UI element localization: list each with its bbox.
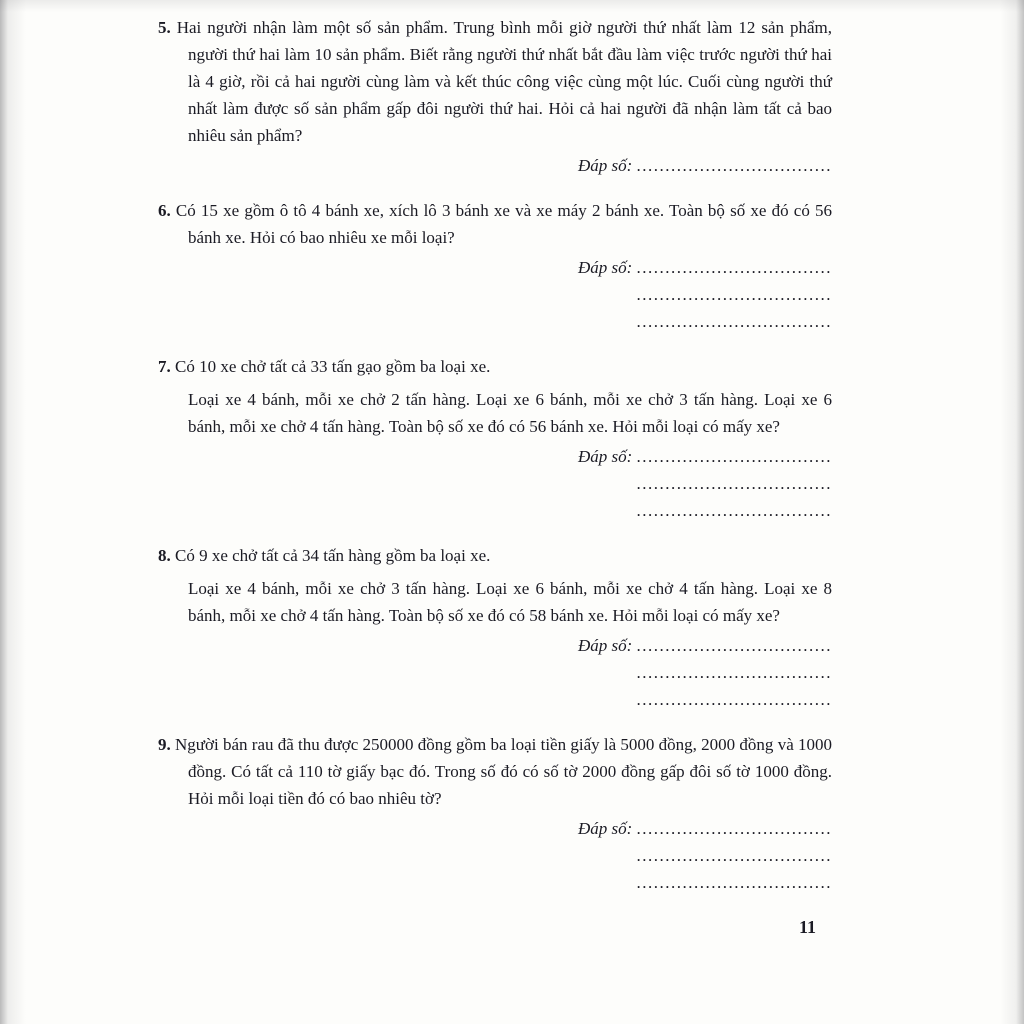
answer-dotted-blank: .................................. (636, 156, 832, 175)
answer-block (158, 443, 832, 524)
problem-text: Người bán rau đã thu được 250000 đồng gồm ba loại tiền giấy là 5000 đồng, 2000 đồng và 1000 đồng. Có tất cả 110 tờ giấy bạc đó. Trong số đó có số tờ 2000 đồng gấp đôi số tờ 1000 đồng. Hỏi mỗi loại tiền đó có bao nhiêu tờ? (170, 735, 832, 808)
answer-label: Đáp số: (577, 258, 637, 277)
problem-number: 8. (158, 546, 171, 565)
answer-label: Đáp số: (577, 636, 637, 655)
problem-statement (158, 731, 832, 812)
problem-text: Có 9 xe chở tất cả 34 tấn hàng gồm ba loại xe. (170, 546, 491, 565)
answer-dotted-blank: .................................. (636, 846, 832, 865)
answer-label: Đáp số: (577, 447, 637, 466)
problem-paragraph: Loại xe 4 bánh, mỗi xe chở 2 tấn hàng. Loại xe 6 bánh, mỗi xe chở 3 tấn hàng. Loại xe 6 bánh, mỗi xe chở 4 tấn hàng. Toàn bộ số xe đó có 56 bánh xe. Hỏi mỗi loại có mấy xe? (188, 390, 832, 436)
problem-extra-paragraphs (158, 575, 832, 629)
problem-statement (158, 197, 832, 251)
problem-statement (158, 542, 832, 569)
answer-line-labeled (158, 443, 832, 470)
problem-text: Có 10 xe chở tất cả 33 tấn gạo gồm ba loại xe. (170, 357, 491, 376)
answer-dotted-blank: .................................. (636, 312, 832, 331)
answer-dotted-blank: .................................. (636, 258, 832, 277)
answer-line-dots (158, 308, 832, 335)
answer-line-dots (158, 281, 832, 308)
problem (158, 14, 832, 179)
answer-dotted-blank: .................................. (636, 873, 832, 892)
answer-block (158, 632, 832, 713)
problem-text: Hai người nhận làm một số sản phẩm. Trung bình mỗi giờ người thứ nhất làm 12 sản phẩm, người thứ hai làm 10 sản phẩm. Biết rằng người thứ nhất bắt đầu làm việc trước người thứ hai là 4 giờ, rồi cả hai người cùng làm và kết thúc công việc cùng một lúc. Cuối cùng người thứ nhất làm được số sản phẩm gấp đôi người thứ hai. Hỏi cả hai người đã nhận làm tất cả bao nhiêu sản phẩm? (170, 18, 832, 145)
problem (158, 542, 832, 713)
answer-line-dots (158, 842, 832, 869)
problem-number: 9. (158, 735, 171, 754)
answer-dotted-blank: .................................. (636, 474, 832, 493)
page-number: 11 (798, 917, 816, 937)
answer-dotted-blank: .................................. (636, 285, 832, 304)
answer-label: Đáp số: (577, 156, 637, 175)
answer-line-dots (158, 470, 832, 497)
answer-line-dots (158, 659, 832, 686)
answer-line-dots (158, 497, 832, 524)
problem-statement (158, 353, 832, 380)
answer-dotted-blank: .................................. (636, 819, 832, 838)
problem (158, 731, 832, 896)
answer-dotted-blank: .................................. (636, 636, 832, 655)
problem-extra-paragraphs (158, 386, 832, 440)
problem-list (158, 14, 832, 896)
problem-number: 5. (158, 18, 171, 37)
problem-number: 7. (158, 357, 171, 376)
answer-label: Đáp số: (577, 819, 637, 838)
problem-text: Có 15 xe gồm ô tô 4 bánh xe, xích lô 3 bánh xe và xe máy 2 bánh xe. Toàn bộ số xe đó có 56 bánh xe. Hỏi có bao nhiêu xe mỗi loại? (170, 201, 832, 247)
answer-line-dots (158, 686, 832, 713)
answer-line-labeled (158, 254, 832, 281)
answer-dotted-blank: .................................. (636, 690, 832, 709)
answer-line-labeled (158, 632, 832, 659)
answer-block (158, 152, 832, 179)
answer-line-labeled (158, 815, 832, 842)
problem (158, 353, 832, 524)
answer-line-dots (158, 869, 832, 896)
answer-dotted-blank: .................................. (636, 663, 832, 682)
answer-block (158, 815, 832, 896)
answer-dotted-blank: .................................. (636, 501, 832, 520)
answer-dotted-blank: .................................. (636, 447, 832, 466)
answer-block (158, 254, 832, 335)
problem-number: 6. (158, 201, 171, 220)
problem (158, 197, 832, 335)
answer-line-labeled (158, 152, 832, 179)
problem-statement (158, 14, 832, 149)
problem-paragraph: Loại xe 4 bánh, mỗi xe chở 3 tấn hàng. Loại xe 6 bánh, mỗi xe chở 4 tấn hàng. Loại xe 8 bánh, mỗi xe chở 4 tấn hàng. Toàn bộ số xe đó có 58 bánh xe. Hỏi mỗi loại có mấy xe? (188, 579, 832, 625)
